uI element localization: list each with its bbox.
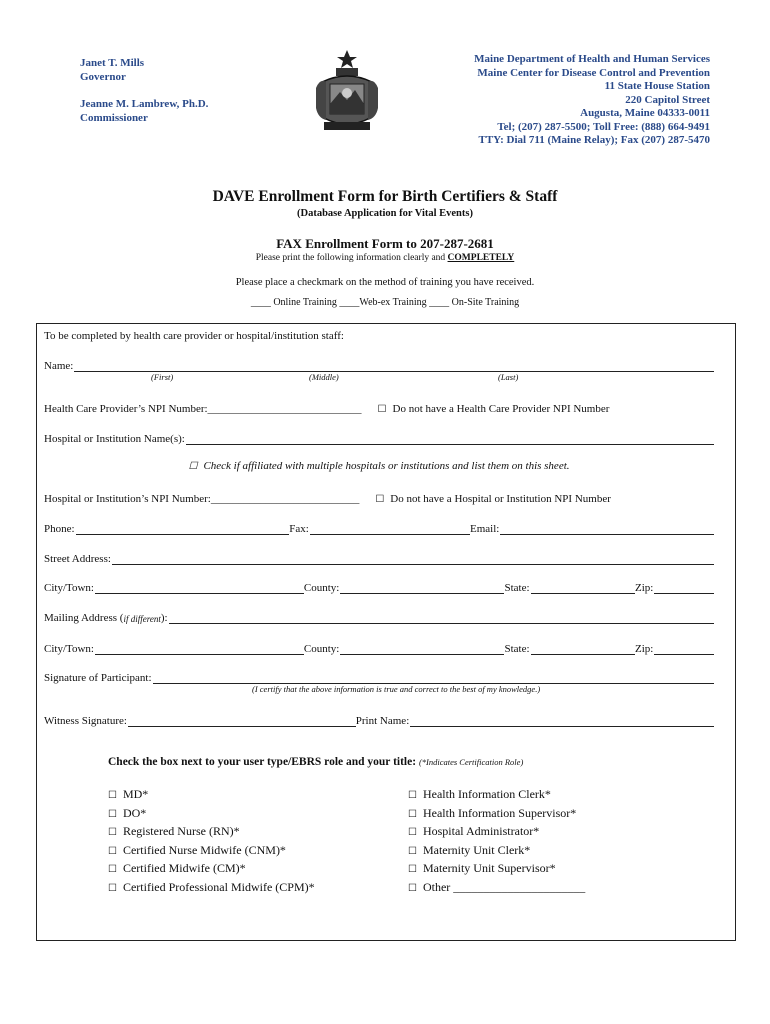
- print-note: Please print the following information clearly and COMPLETELY: [255, 253, 515, 263]
- header-left: [80, 57, 208, 125]
- role-md[interactable]: ☐ MD*: [108, 787, 149, 801]
- form-subtitle: (Database Application for Vital Events): [297, 208, 473, 219]
- hospital-row[interactable]: Hospital or Institution Name(s):: [44, 429, 714, 445]
- dept-line-7: TTY: Dial 711 (Maine Relay); Fax (207) 287-5470: [478, 134, 710, 146]
- training-options[interactable]: ____ Online Training ____Web-ex Training ____ On-Site Training: [250, 297, 520, 308]
- certify-note: (I certify that the above information is true and correct to the best of my knowledge.): [252, 684, 541, 694]
- dept-line-4: 220 Capitol Street: [625, 93, 710, 106]
- commissioner-name: Jeanne M. Lambrew, Ph.D.: [80, 98, 209, 110]
- role-hi-supervisor[interactable]: ☐ Health Information Supervisor*: [408, 805, 577, 820]
- role-mu-supervisor[interactable]: ☐ Maternity Unit Supervisor*: [408, 861, 556, 875]
- commissioner-title: Commissioner: [80, 111, 148, 124]
- role-hospital-admin[interactable]: ☐ Hospital Administrator*: [408, 824, 540, 838]
- governor-name: Janet T. Mills: [80, 57, 145, 69]
- training-note: Please place a checkmark on the method of training you have received.: [235, 277, 535, 288]
- print-note-emphasis: COMPLETELY: [447, 253, 515, 263]
- npi-row[interactable]: Health Care Provider’s NPI Number:____________________________ ☐ Do not have a Health Care Provider NPI Number: [44, 403, 610, 415]
- last-label: (Last): [498, 372, 519, 382]
- role-mu-clerk[interactable]: ☐ Maternity Unit Clerk*: [408, 842, 531, 857]
- role-cpm[interactable]: ☐ Certified Professional Midwife (CPM)*: [108, 879, 315, 894]
- state-seal-icon: [312, 48, 382, 132]
- role-other[interactable]: ☐ Other ______________________: [408, 879, 586, 894]
- signature-row[interactable]: Signature of Participant:: [44, 668, 714, 684]
- dept-line-6: Tel; (207) 287-5500; Toll Free: (888) 664-9491: [497, 120, 710, 133]
- role-cnm[interactable]: ☐ Certified Nurse Midwife (CNM)*: [108, 842, 286, 857]
- middle-label: (Middle): [309, 372, 339, 382]
- form-intro: To be completed by health care provider or hospital/institution staff:: [44, 330, 344, 342]
- role-hi-clerk[interactable]: ☐ Health Information Clerk*: [408, 787, 551, 801]
- mailing-row[interactable]: Mailing Address ( if different ):: [44, 608, 714, 624]
- dept-line-2: Maine Center for Disease Control and Prevention: [477, 66, 710, 79]
- dept-line-3: 11 State House Station: [604, 80, 710, 92]
- name-row[interactable]: Name:: [44, 356, 714, 372]
- fax-title: FAX Enrollment Form to 207-287-2681: [276, 236, 494, 251]
- dept-line-5: Augusta, Maine 04333-0011: [580, 107, 710, 119]
- governor-title: Governor: [80, 70, 126, 83]
- form-title: DAVE Enrollment Form for Birth Certifiers & Staff: [212, 188, 558, 205]
- checkbox-icon[interactable]: ☐: [188, 461, 198, 472]
- checkbox-icon[interactable]: ☐: [377, 404, 387, 415]
- contact-row[interactable]: Phone: Fax: Email:: [44, 519, 714, 535]
- city-row-1[interactable]: City/Town: County: State: Zip:: [44, 578, 714, 594]
- role-cm[interactable]: ☐ Certified Midwife (CM)*: [108, 861, 246, 875]
- multi-note-row[interactable]: ☐ Check if affiliated with multiple hospitals or institutions and list them on this sheet.: [188, 460, 570, 472]
- role-rn[interactable]: ☐ Registered Nurse (RN)*: [108, 824, 240, 838]
- roles-right[interactable]: [408, 786, 585, 897]
- header-right: [474, 53, 710, 148]
- roles-left[interactable]: [108, 786, 315, 897]
- witness-row[interactable]: Witness Signature: Print Name:: [44, 711, 714, 727]
- dept-line-1: Maine Department of Health and Human Services: [474, 53, 710, 65]
- role-do[interactable]: ☐ DO*: [108, 805, 147, 820]
- first-label: (First): [151, 372, 174, 382]
- hosp-npi-row[interactable]: Hospital or Institution’s NPI Number:___________________________ ☐ Do not have a Hospital or Institution NPI Number: [44, 493, 611, 505]
- street-row[interactable]: Street Address:: [44, 549, 714, 565]
- city-row-2[interactable]: City/Town: County: State: Zip:: [44, 639, 714, 655]
- roles-heading: Check the box next to your user type/EBRS role and your title: (*Indicates Certification Role): [108, 756, 524, 768]
- checkbox-icon[interactable]: ☐: [375, 494, 385, 505]
